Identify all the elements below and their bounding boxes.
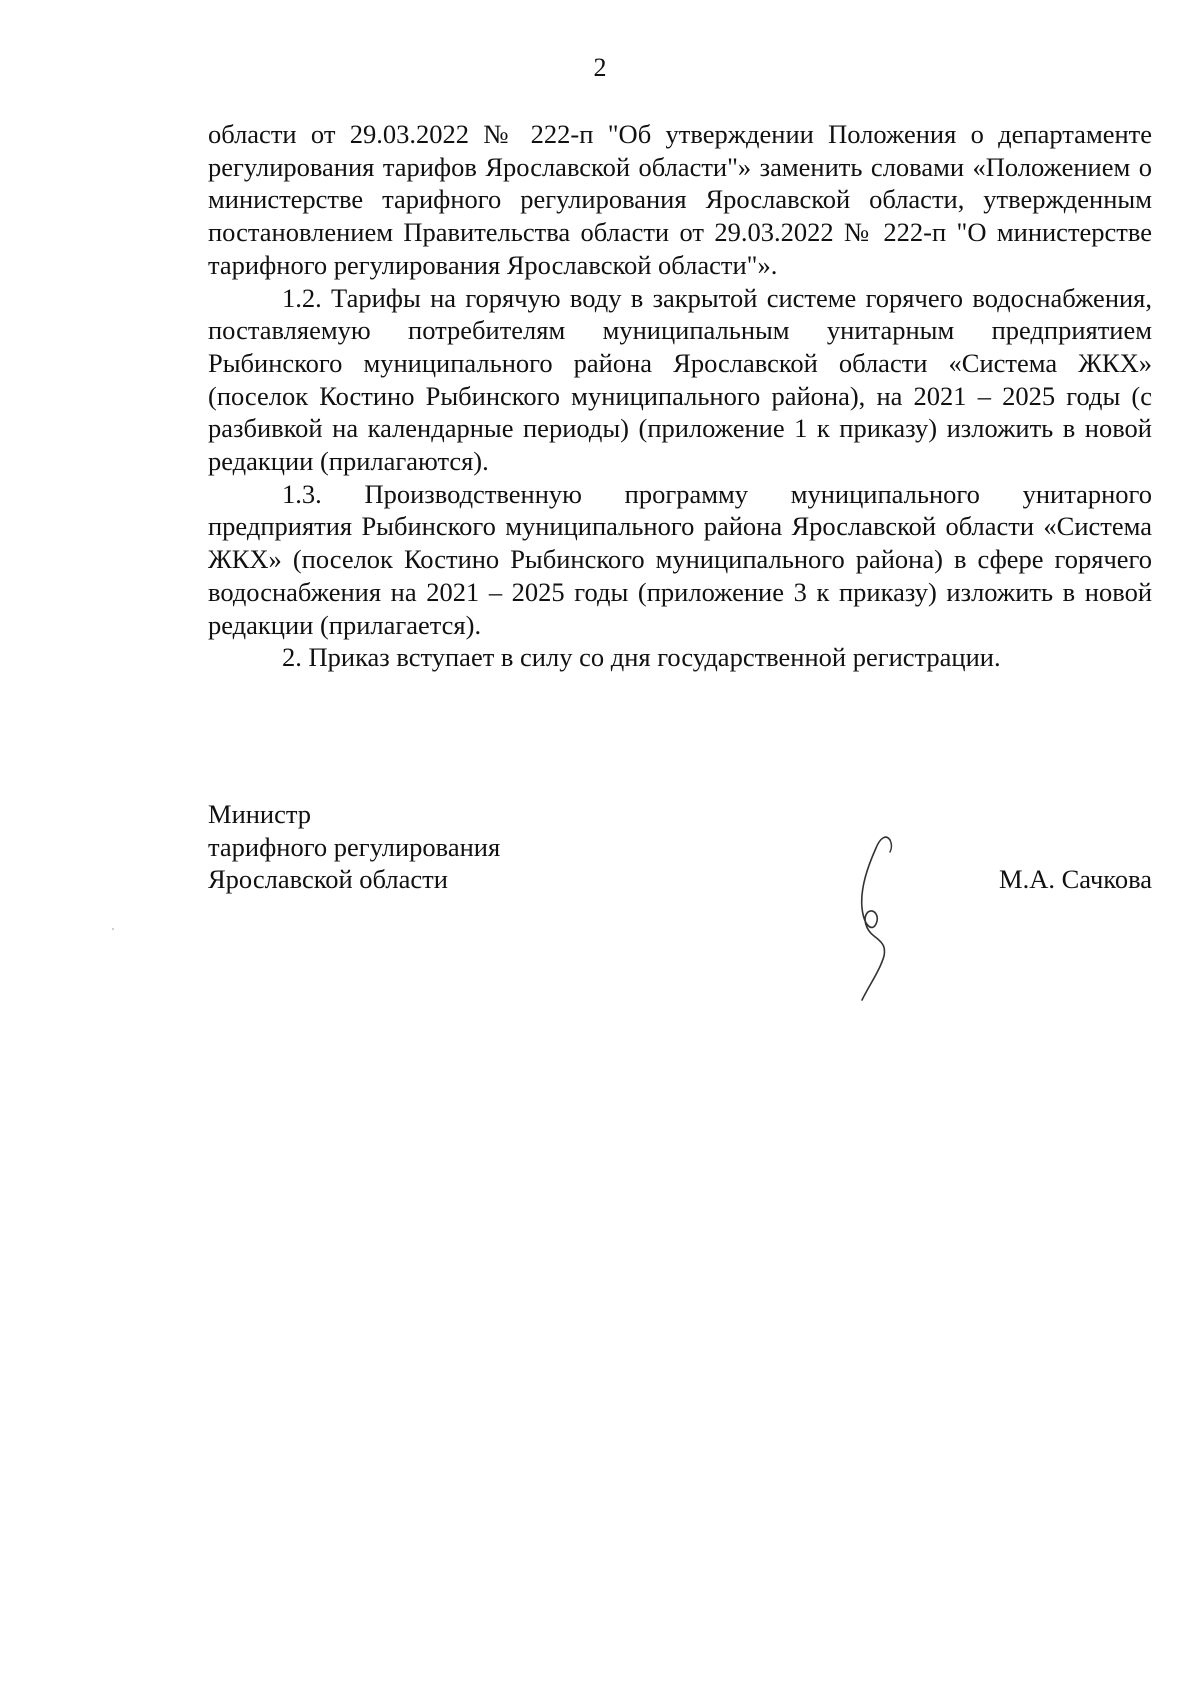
signatory-title-line-2: тарифного регулирования [208, 831, 501, 862]
handwritten-signature [850, 828, 920, 1008]
paragraph-item-2: 2. Приказ вступает в силу со дня государственной регистрации. [282, 642, 1001, 673]
signature-block [208, 798, 1152, 896]
signatory-name: М.А. Сачкова [999, 864, 1152, 895]
page-number: 2 [593, 53, 607, 82]
signatory-title-line-3: Ярославской области [208, 864, 448, 895]
document-body [208, 118, 1152, 674]
signatory-title-line-1: Министр [208, 799, 312, 829]
paragraph-item-1-3: 1.3. Производственную программу муниципального унитарного предприятия Рыбинского муниципального района Ярославской области «Система ЖКХ» (поселок Костино Рыбинского муниципального района) в сфере горячего водоснабжения на 2021 – 2025 годы (приложение 3 к приказу) изложить в новой редакции (прилагается). [208, 478, 1152, 640]
paragraph-item-1-2: 1.2. Тарифы на горячую воду в закрытой системе горячего водоснабжения, поставляемую потребителям муниципальным унитарным предприятием Рыбинского муниципального района Ярославской области «Система ЖКХ» (поселок Костино Рыбинского муниципального района), на 2021 – 2025 годы (с разбивкой на календарные периоды) (приложение 1 к приказу) изложить в новой редакции (прилагаются). [208, 282, 1152, 477]
paragraph-continuation: области от 29.03.2022 № 222-п "Об утверждении Положения о департаменте регулирования тарифов Ярославской области"» заменить словами «Положением о министерстве тарифного регулирования Ярославской области, утвержденным постановлением Правительства области от 29.03.2022 № 222-п "О министерстве тарифного регулирования Ярославской области"». [208, 119, 1152, 280]
scan-artifact [112, 928, 114, 930]
